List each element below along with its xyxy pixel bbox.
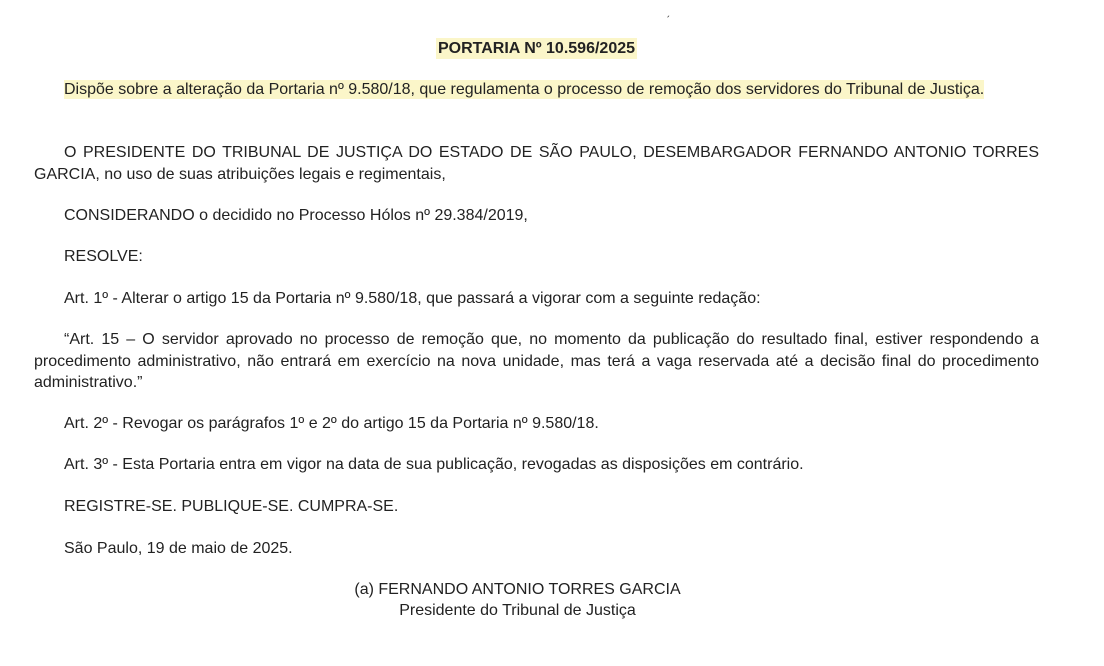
article-2: Art. 2º - Revogar os parágrafos 1º e 2º do artigo 15 da Portaria nº 9.580/18. (64, 415, 599, 432)
signature-name: (a) FERNANDO ANTONIO TORRES GARCIA (354, 581, 681, 598)
considerando-paragraph: CONSIDERANDO o decidido no Processo Hólos nº 29.384/2019, (64, 207, 528, 224)
date-line: São Paulo, 19 de maio de 2025. (64, 540, 293, 557)
document-title: PORTARIA Nº 10.596/2025 (437, 40, 636, 57)
signature-role: Presidente do Tribunal de Justiça (399, 602, 636, 619)
title-block (34, 38, 1039, 59)
closing-formula: REGISTRE-SE. PUBLIQUE-SE. CUMPRA-SE. (64, 498, 399, 515)
article-3: Art. 3º - Esta Portaria entra em vigor na data de sua publicação, revogadas as disposições em contrário. (64, 456, 804, 473)
ementa-text: Dispõe sobre a alteração da Portaria nº 9.580/18, que regulamenta o processo de remoção dos servidores do Tribunal de Justiça. (64, 81, 985, 98)
preamble-paragraph: O PRESIDENTE DO TRIBUNAL DE JUSTIÇA DO ESTADO DE SÃO PAULO, DESEMBARGADOR FERNANDO ANTONIO TORRES GARCIA, no uso de suas atribuições legais e regimentais, (34, 144, 1039, 183)
stray-mark: ˏ (666, 4, 670, 18)
ementa-paragraph (34, 79, 1039, 101)
resolve-paragraph: RESOLVE: (64, 248, 143, 265)
article-1: Art. 1º - Alterar o artigo 15 da Portaria nº 9.580/18, que passará a vigorar com a seguinte redação: (64, 290, 761, 307)
article-15-quote: “Art. 15 – O servidor aprovado no processo de remoção que, no momento da publicação do resultado final, estiver respondendo a procedimento administrativo, não entrará em exercício na nova unidade, mas terá a vaga reservada até a decisão final do procedimento administrativo.” (34, 331, 1039, 391)
